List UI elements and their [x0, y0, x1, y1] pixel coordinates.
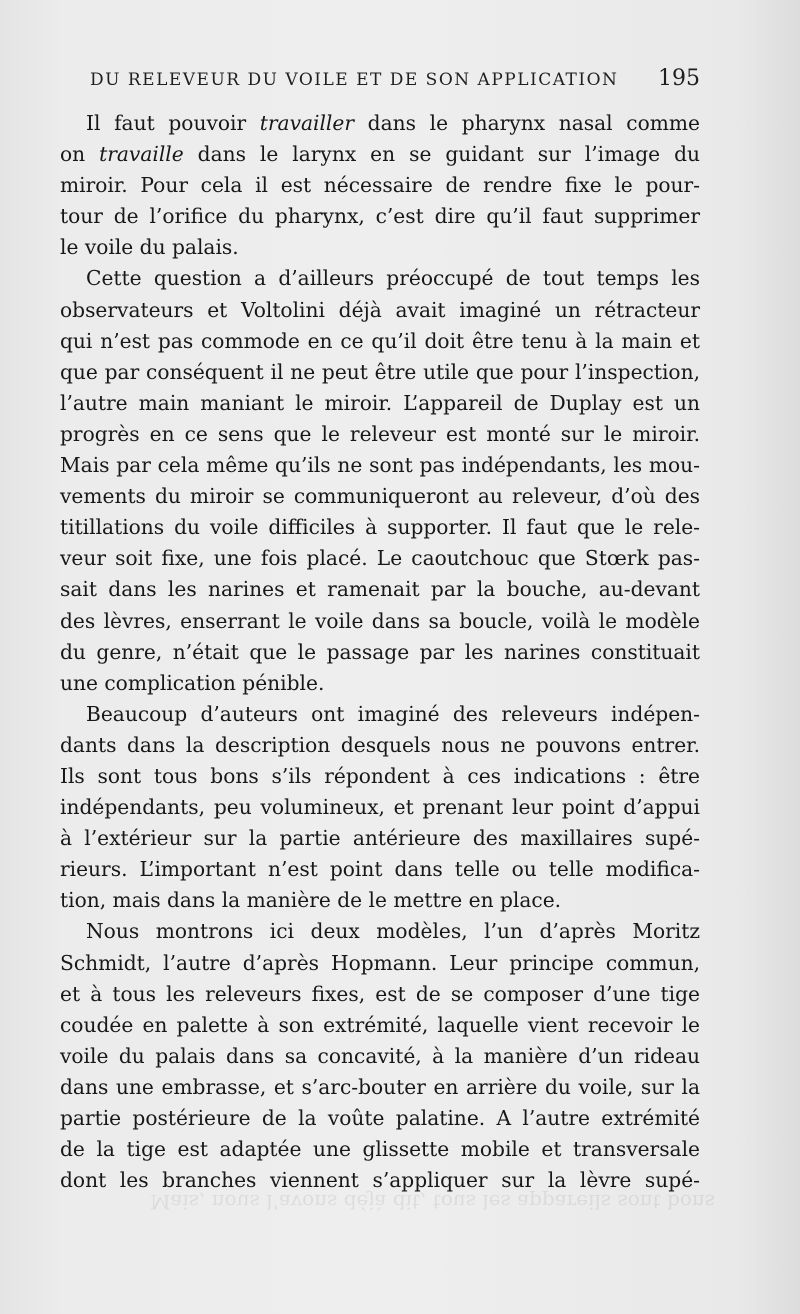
text-segment: l’autre main maniant le miroir. L’appareil de Duplay est un [60, 390, 700, 415]
text-line [60, 139, 700, 170]
italic-text: travailler [259, 111, 354, 135]
text-segment: Schmidt, l’autre d’après Hopmann. Leur principe commun, [60, 950, 700, 975]
page-number: 195 [658, 66, 700, 91]
paragraph [60, 916, 700, 1196]
text-line [60, 979, 700, 1010]
text-line [60, 1134, 700, 1165]
text-line [60, 1010, 700, 1041]
text-segment: et à tous les releveurs fixes, est de se composer d’une tige [60, 981, 700, 1006]
text-line [60, 543, 700, 574]
text-segment: de la tige est adaptée une glissette mobile et transversale [60, 1137, 700, 1162]
text-segment: le voile du palais. [60, 235, 239, 260]
text-segment: Il faut pouvoir [86, 111, 260, 135]
text-segment: vements du miroir se communiqueront au releveur, d’où des [60, 484, 700, 509]
text-segment: observateurs et Voltolini déjà avait imaginé un rétracteur [60, 297, 700, 322]
text-segment: dants dans la description desquels nous ne pouvons entrer. [60, 732, 700, 757]
text-segment: du genre, n’était que le passage par les narines constituait [60, 639, 700, 664]
text-segment: des lèvres, enserrant le voile dans sa boucle, voilà le modèle [60, 608, 700, 633]
text-segment: dans une embrasse, et s’arc-bouter en arrière du voile, sur la [60, 1074, 700, 1099]
italic-text: travaille [99, 142, 184, 167]
text-segment: Cette question a d’ailleurs préoccupé de tout temps les [86, 266, 700, 291]
text-line [60, 481, 700, 512]
text-line [60, 450, 700, 481]
text-line [60, 1072, 700, 1103]
text-segment: on [60, 142, 100, 167]
text-line [60, 606, 700, 637]
text-segment: veur soit fixe, une fois placé. Le caoutchouc que Stœrk pas- [60, 546, 700, 571]
text-line [60, 823, 700, 854]
running-head [90, 66, 702, 96]
text-line [60, 108, 700, 139]
text-segment: une complication pénible. [60, 670, 325, 695]
text-segment: progrès en ce sens que le releveur est monté sur le miroir. [60, 421, 700, 446]
text-segment: Beaucoup d’auteurs ont imaginé des releveurs indépen- [86, 701, 700, 726]
text-line [60, 388, 700, 419]
body-text [60, 108, 700, 1196]
text-segment: dont les branches viennent s’appliquer sur la lèvre supé- [60, 1168, 700, 1193]
text-segment: partie postérieure de la voûte palatine. A l’autre extrémité [60, 1106, 700, 1130]
text-line [60, 170, 700, 201]
text-segment: tour de l’orifice du pharynx, c’est dire qu’il faut supprimer [60, 204, 700, 229]
text-segment: Nous montrons ici deux modèles, l’un d’après Moritz [86, 919, 700, 944]
text-line [60, 730, 700, 761]
text-line [60, 885, 700, 916]
paragraph [60, 263, 700, 698]
text-line [60, 419, 700, 450]
text-segment: tion, mais dans la manière de le mettre en place. [60, 888, 562, 913]
text-segment: voile du palais dans sa concavité, à la manière d’un rideau [60, 1043, 700, 1068]
text-line [60, 916, 700, 947]
text-segment: dans le larynx en se guidant sur l’image du [183, 142, 700, 167]
text-segment: titillations du voile difficiles à supporter. Il faut que le rele- [60, 515, 700, 540]
running-title: DU RELEVEUR DU VOILE ET DE SON APPLICATION [90, 70, 619, 90]
text-line [60, 1103, 700, 1134]
text-segment: coudée en palette à son extrémité, laquelle vient recevoir le [60, 1012, 700, 1037]
text-line [60, 201, 700, 232]
text-line [60, 699, 700, 730]
text-segment: indépendants, peu volumineux, et prenant leur point d’appui [60, 795, 700, 820]
text-segment: miroir. Pour cela il est nécessaire de rendre fixe le pour- [60, 173, 700, 198]
text-line [60, 574, 700, 605]
text-line [60, 232, 700, 263]
show-through-text: Mais, nous l’avons déjà dit, tous les appareils sont bons [150, 1190, 716, 1214]
text-line [60, 357, 700, 388]
text-line [60, 854, 700, 885]
paragraph [60, 108, 700, 263]
text-segment: rieurs. L’important n’est point dans telle ou telle modifica- [60, 857, 700, 882]
text-line [60, 1041, 700, 1072]
text-segment: que par conséquent il ne peut être utile que pour l’inspection, [60, 359, 700, 384]
paragraph [60, 699, 700, 917]
text-line [60, 295, 700, 326]
text-line [60, 512, 700, 543]
text-segment: à l’extérieur sur la partie antérieure des maxillaires supé- [60, 826, 700, 851]
text-segment: Mais par cela même qu’ils ne sont pas indépendants, les mou- [60, 453, 700, 478]
text-segment: sait dans les narines et ramenait par la bouche, au-devant [60, 577, 700, 602]
text-segment: qui n’est pas commode en ce qu’il doit être tenu à la main et [60, 328, 700, 353]
text-segment: Ils sont tous bons s’ils répondent à ces indications : être [60, 763, 700, 788]
text-line [60, 948, 700, 979]
text-segment: dans le pharynx nasal comme [354, 111, 700, 135]
text-line [60, 668, 700, 699]
text-line [60, 637, 700, 668]
text-line [60, 761, 700, 792]
text-line [60, 263, 700, 294]
text-line [60, 326, 700, 357]
text-line [60, 792, 700, 823]
